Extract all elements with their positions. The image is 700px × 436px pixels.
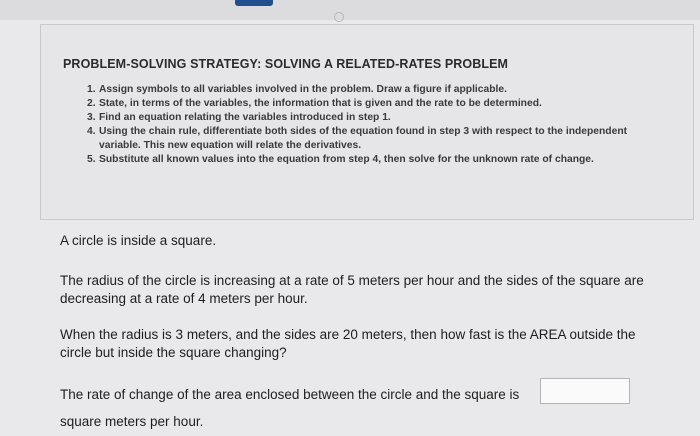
step-text: State, in terms of the variables, the information that is given and the rate to be determined. <box>99 98 542 109</box>
strategy-steps <box>87 83 647 167</box>
strategy-step <box>87 125 647 153</box>
step-number: 5. <box>87 154 96 165</box>
problem-question: When the radius is 3 meters, and the sides are 20 meters, then how fast is the AREA outside the circle but inside the square changing? <box>60 327 636 360</box>
step-text: Assign symbols to all variables involved in the problem. Draw a figure if applicable. <box>99 84 507 95</box>
strategy-box <box>40 24 694 220</box>
strategy-step <box>87 83 647 97</box>
strategy-step <box>87 97 647 111</box>
answer-input[interactable] <box>540 378 630 404</box>
strategy-title: PROBLEM-SOLVING STRATEGY: SOLVING A RELATED-RATES PROBLEM <box>63 57 509 71</box>
circle-icon <box>334 12 344 22</box>
step-number: 3. <box>87 112 96 123</box>
strategy-step <box>87 111 647 125</box>
top-strip <box>0 0 700 20</box>
step-number: 4. <box>87 126 96 137</box>
problem-rates: The radius of the circle is increasing at a rate of 5 meters per hour and the sides of the square are decreasing at a rate of 4 meters per hour. <box>60 273 644 306</box>
step-text: Substitute all known values into the equation from step 4, then solve for the unknown rate of change. <box>99 154 594 165</box>
answer-prompt: The rate of change of the area enclosed between the circle and the square is <box>60 387 520 402</box>
top-tab <box>235 0 273 6</box>
strategy-step <box>87 153 647 167</box>
step-text: Using the chain rule, differentiate both sides of the equation found in step 3 with respect to the independent variable. This new equation will relate the derivatives. <box>99 126 628 151</box>
answer-units: square meters per hour. <box>60 414 204 429</box>
step-text: Find an equation relating the variables introduced in step 1. <box>99 112 391 123</box>
step-number: 2. <box>87 98 96 109</box>
step-number: 1. <box>87 84 96 95</box>
problem-intro: A circle is inside a square. <box>60 233 217 248</box>
